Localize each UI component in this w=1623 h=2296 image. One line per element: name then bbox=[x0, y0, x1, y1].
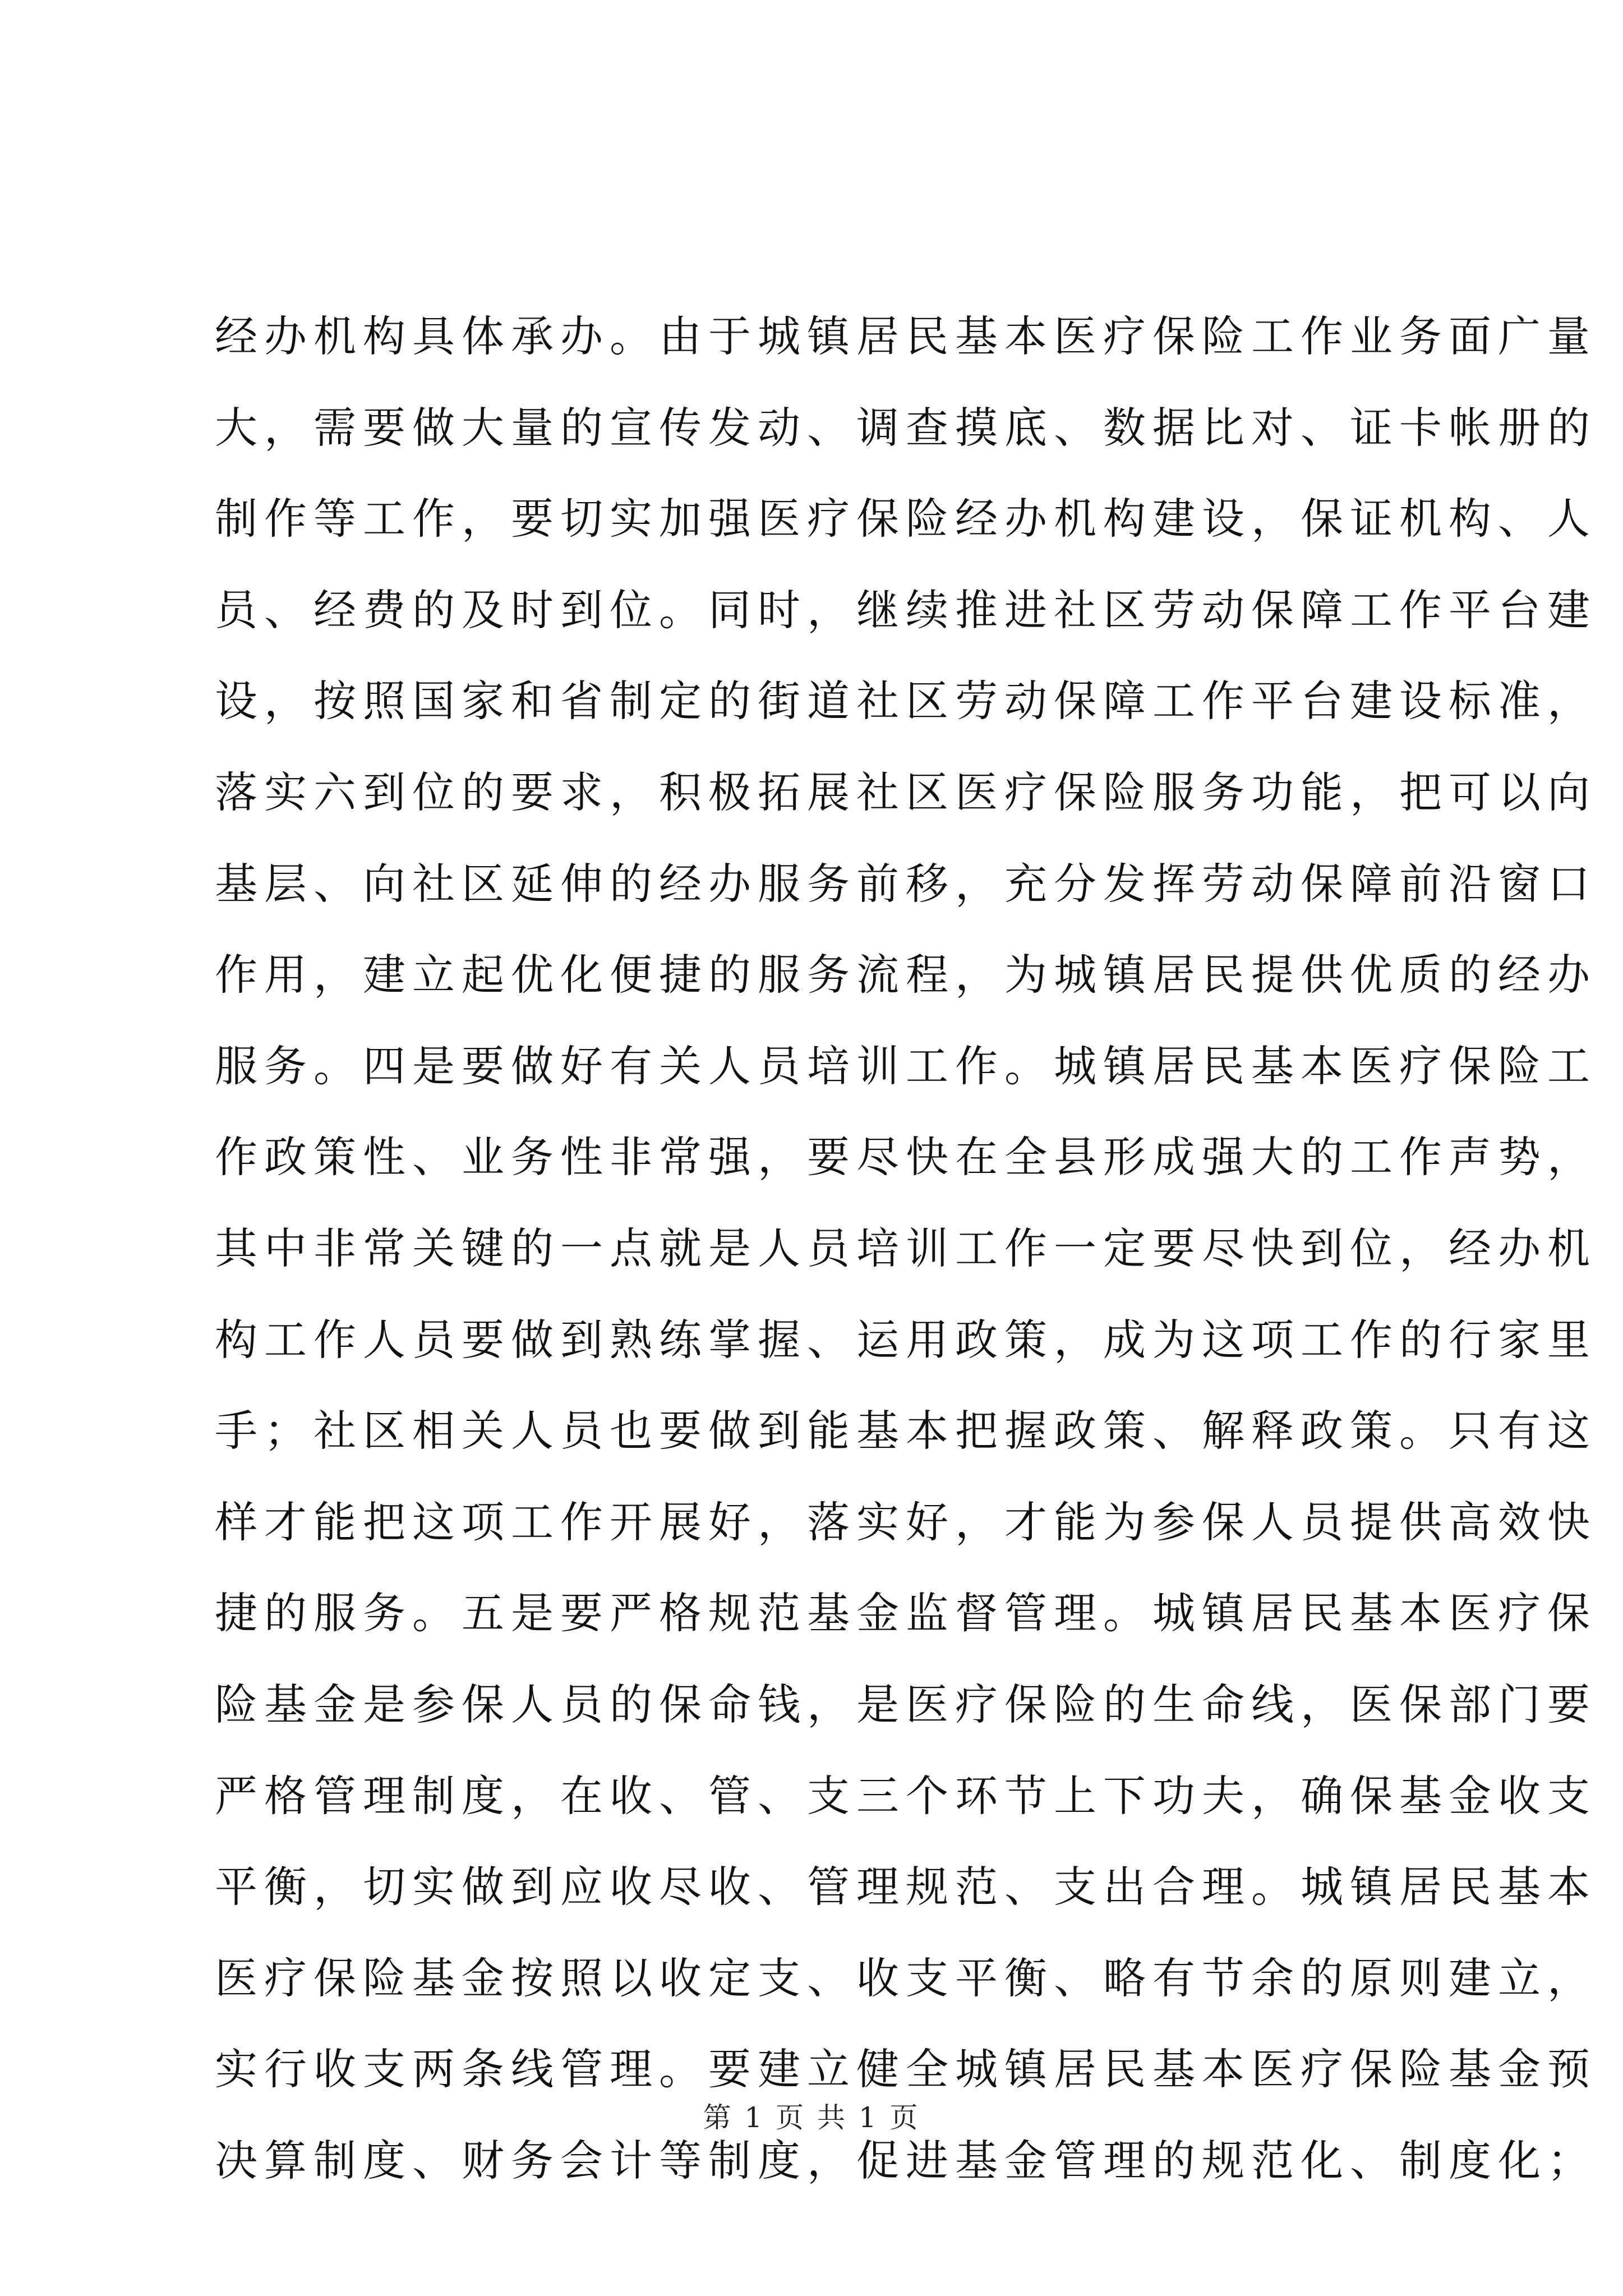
text-line: 作政策性、业务性非常强，要尽快在全县形成强大的工作声势， bbox=[215, 1132, 1597, 1182]
text-line: 平衡，切实做到应收尽收、管理规范、支出合理。城镇居民基本 bbox=[215, 1862, 1597, 1912]
text-line: 样才能把这项工作开展好，落实好，才能为参保人员提供高效快 bbox=[215, 1497, 1597, 1547]
text-line: 其中非常关键的一点就是人员培训工作一定要尽快到位，经办机 bbox=[215, 1223, 1597, 1273]
text-line: 险基金是参保人员的保命钱，是医疗保险的生命线，医保部门要 bbox=[215, 1679, 1597, 1729]
text-line: 制作等工作，要切实加强医疗保险经办机构建设，保证机构、人 bbox=[215, 494, 1597, 544]
text-line: 大，需要做大量的宣传发动、调查摸底、数据比对、证卡帐册的 bbox=[215, 402, 1597, 453]
body-paragraph bbox=[215, 291, 1597, 2206]
text-line: 捷的服务。五是要严格规范基金监督管理。城镇居民基本医疗保 bbox=[215, 1588, 1597, 1639]
text-line: 基层、向社区延伸的经办服务前移，充分发挥劳动保障前沿窗口 bbox=[215, 858, 1597, 909]
text-line: 严格管理制度，在收、管、支三个环节上下功夫，确保基金收支 bbox=[215, 1770, 1597, 1821]
text-line: 落实六到位的要求，积极拓展社区医疗保险服务功能，把可以向 bbox=[215, 767, 1597, 817]
text-line: 手；社区相关人员也要做到能基本把握政策、解释政策。只有这 bbox=[215, 1406, 1597, 1456]
text-line: 决算制度、财务会计等制度，促进基金管理的规范化、制度化； bbox=[215, 2135, 1597, 2185]
text-line: 实行收支两条线管理。要建立健全城镇居民基本医疗保险基金预 bbox=[215, 2044, 1597, 2095]
page-footer: 第 1 页 共 1 页 bbox=[703, 2101, 920, 2134]
text-line: 作用，建立起优化便捷的服务流程，为城镇居民提供优质的经办 bbox=[215, 950, 1597, 1000]
text-line: 医疗保险基金按照以收定支、收支平衡、略有节余的原则建立， bbox=[215, 1953, 1597, 2003]
text-line: 设，按照国家和省制定的街道社区劳动保障工作平台建设标准， bbox=[215, 676, 1597, 726]
text-line: 员、经费的及时到位。同时，继续推进社区劳动保障工作平台建 bbox=[215, 585, 1597, 635]
text-line: 构工作人员要做到熟练掌握、运用政策，成为这项工作的行家里 bbox=[215, 1314, 1597, 1365]
text-line: 服务。四是要做好有关人员培训工作。城镇居民基本医疗保险工 bbox=[215, 1041, 1597, 1091]
text-line: 经办机构具体承办。由于城镇居民基本医疗保险工作业务面广量 bbox=[215, 311, 1597, 361]
